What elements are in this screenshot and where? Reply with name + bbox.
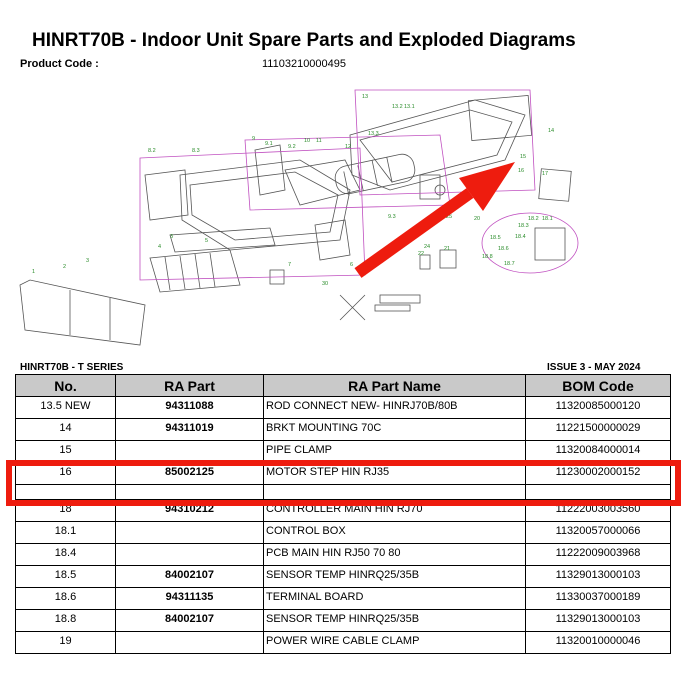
cell-no: 18.8 [16, 610, 116, 632]
cell-no: 16 [16, 463, 116, 485]
diagram-group-outline-pcb [482, 213, 578, 273]
cell-ra-part-name: PCB MAIN HIN RJ50 70 80 [264, 544, 526, 566]
svg-text:18.4: 18.4 [515, 234, 526, 240]
svg-text:9.2: 9.2 [288, 144, 296, 150]
cell-ra-part-name: SENSOR TEMP HINRQ25/35B [264, 610, 526, 632]
svg-text:25: 25 [446, 214, 453, 220]
cell-no: 18.4 [16, 544, 116, 566]
diagram-group-outline-chassis [140, 148, 365, 280]
header-bom-code: BOM Code [526, 375, 671, 397]
svg-text:13.2: 13.2 [392, 104, 403, 110]
exploded-diagram [0, 80, 685, 360]
cell-no: 13.5 NEW [16, 397, 116, 419]
cell-ra-part [116, 544, 264, 566]
svg-text:17: 17 [542, 171, 549, 177]
table-row [16, 522, 671, 544]
svg-text:3: 3 [86, 258, 90, 264]
svg-text:18.8: 18.8 [482, 254, 493, 260]
svg-text:18.1: 18.1 [542, 216, 553, 222]
table-header-row [16, 375, 671, 397]
cell-ra-part-name: POWER WIRE CABLE CLAMP [264, 632, 526, 654]
svg-text:22: 22 [418, 251, 425, 257]
svg-text:8.3: 8.3 [192, 148, 200, 154]
svg-text:9: 9 [252, 136, 256, 142]
product-code-label: Product Code : [20, 58, 99, 70]
table-row [16, 544, 671, 566]
svg-text:10: 10 [304, 138, 311, 144]
table-row [16, 610, 671, 632]
diagram-part-front-panel [20, 280, 145, 345]
cell-ra-part [116, 522, 264, 544]
svg-text:24: 24 [424, 244, 431, 250]
cell-bom-code: 11320084000014 [526, 441, 671, 463]
cell-no: 14 [16, 419, 116, 441]
cell-ra-part-name: CONTROL BOX [264, 522, 526, 544]
header-no: No. [16, 375, 116, 397]
series-label: HINRT70B - T SERIES [20, 362, 124, 373]
cell-bom-code: 11230002000152 [526, 463, 671, 485]
cell-ra-part: 94311088 [116, 397, 264, 419]
cell-ra-part-name: ROD CONNECT NEW- HINRJ70B/80B [264, 397, 526, 419]
cell-ra-part-name: BRKT MOUNTING 70C [264, 419, 526, 441]
svg-text:14: 14 [548, 128, 555, 134]
cell-no: 18.1 [16, 522, 116, 544]
svg-text:8.2: 8.2 [148, 148, 156, 154]
issue-label: ISSUE 3 - MAY 2024 [547, 362, 641, 373]
cell-no: 19 [16, 632, 116, 654]
cell-ra-part: 94311135 [116, 588, 264, 610]
svg-text:11: 11 [316, 138, 322, 144]
table-row [16, 419, 671, 441]
svg-text:13: 13 [362, 94, 369, 100]
cell-ra-part: 85002125 [116, 463, 264, 485]
parts-table [15, 374, 671, 654]
cell-no: 18.6 [16, 588, 116, 610]
table-row [16, 566, 671, 588]
svg-text:30: 30 [322, 281, 329, 287]
diagram-part-mounting-plate [468, 95, 531, 140]
cell-ra-part-name: CONTROLLER MAIN HIN RJ70 [264, 500, 526, 522]
cell-bom-code: 11221500000029 [526, 419, 671, 441]
table-row [16, 588, 671, 610]
svg-text:2: 2 [63, 264, 67, 270]
cell-ra-part: 94310212 [116, 500, 264, 522]
svg-text:1: 1 [32, 269, 36, 275]
cell-ra-part-name: TERMINAL BOARD [264, 588, 526, 610]
row-highlight-box [6, 460, 681, 506]
svg-text:15: 15 [520, 154, 527, 160]
svg-text:20: 20 [474, 216, 481, 222]
cell-bom-code: 11329013000103 [526, 566, 671, 588]
cell-ra-part: 94311019 [116, 419, 264, 441]
cell-ra-part-name: SENSOR TEMP HINRQ25/35B [264, 566, 526, 588]
svg-text:18.3: 18.3 [518, 223, 529, 229]
header-ra-part: RA Part [116, 375, 264, 397]
svg-text:18.7: 18.7 [504, 261, 515, 267]
svg-text:7: 7 [288, 262, 292, 268]
svg-text:18.6: 18.6 [498, 246, 509, 252]
cell-no: 18 [16, 500, 116, 522]
svg-text:9.1: 9.1 [265, 141, 273, 147]
svg-text:16: 16 [518, 168, 525, 174]
svg-text:3: 3 [170, 234, 174, 240]
cell-bom-code: 11329013000103 [526, 610, 671, 632]
product-code-value: 11103210000495 [262, 58, 347, 70]
cell-ra-part-name: PIPE CLAMP [264, 441, 526, 463]
cell-ra-part: 84002107 [116, 566, 264, 588]
cell-ra-part: 84002107 [116, 610, 264, 632]
svg-text:18.2: 18.2 [528, 216, 539, 222]
svg-text:18.5: 18.5 [490, 235, 501, 241]
svg-text:13.1: 13.1 [404, 104, 415, 110]
svg-text:6: 6 [350, 262, 354, 268]
svg-text:13.3: 13.3 [368, 131, 379, 137]
diagram-part-chassis [180, 160, 350, 250]
svg-text:9.3: 9.3 [388, 214, 396, 220]
svg-text:4: 4 [158, 244, 162, 250]
svg-text:5: 5 [205, 238, 209, 244]
header-ra-part-name: RA Part Name [264, 375, 526, 397]
cell-no: 18.5 [16, 566, 116, 588]
cell-bom-code: 11320085000120 [526, 397, 671, 419]
table-row [16, 397, 671, 419]
svg-text:12: 12 [345, 144, 352, 150]
cell-ra-part [116, 632, 264, 654]
svg-text:21: 21 [444, 246, 451, 252]
cell-bom-code: 11320010000046 [526, 632, 671, 654]
cell-bom-code: 11330037000189 [526, 588, 671, 610]
table-row [16, 632, 671, 654]
page-title: HINRT70B - Indoor Unit Spare Parts and Exploded Diagrams [32, 30, 576, 51]
cell-bom-code: 11320057000066 [526, 522, 671, 544]
cell-bom-code: 11222003003560 [526, 500, 671, 522]
cell-ra-part-name: MOTOR STEP HIN RJ35 [264, 463, 526, 485]
cell-bom-code: 11222009003968 [526, 544, 671, 566]
cell-no: 15 [16, 441, 116, 463]
